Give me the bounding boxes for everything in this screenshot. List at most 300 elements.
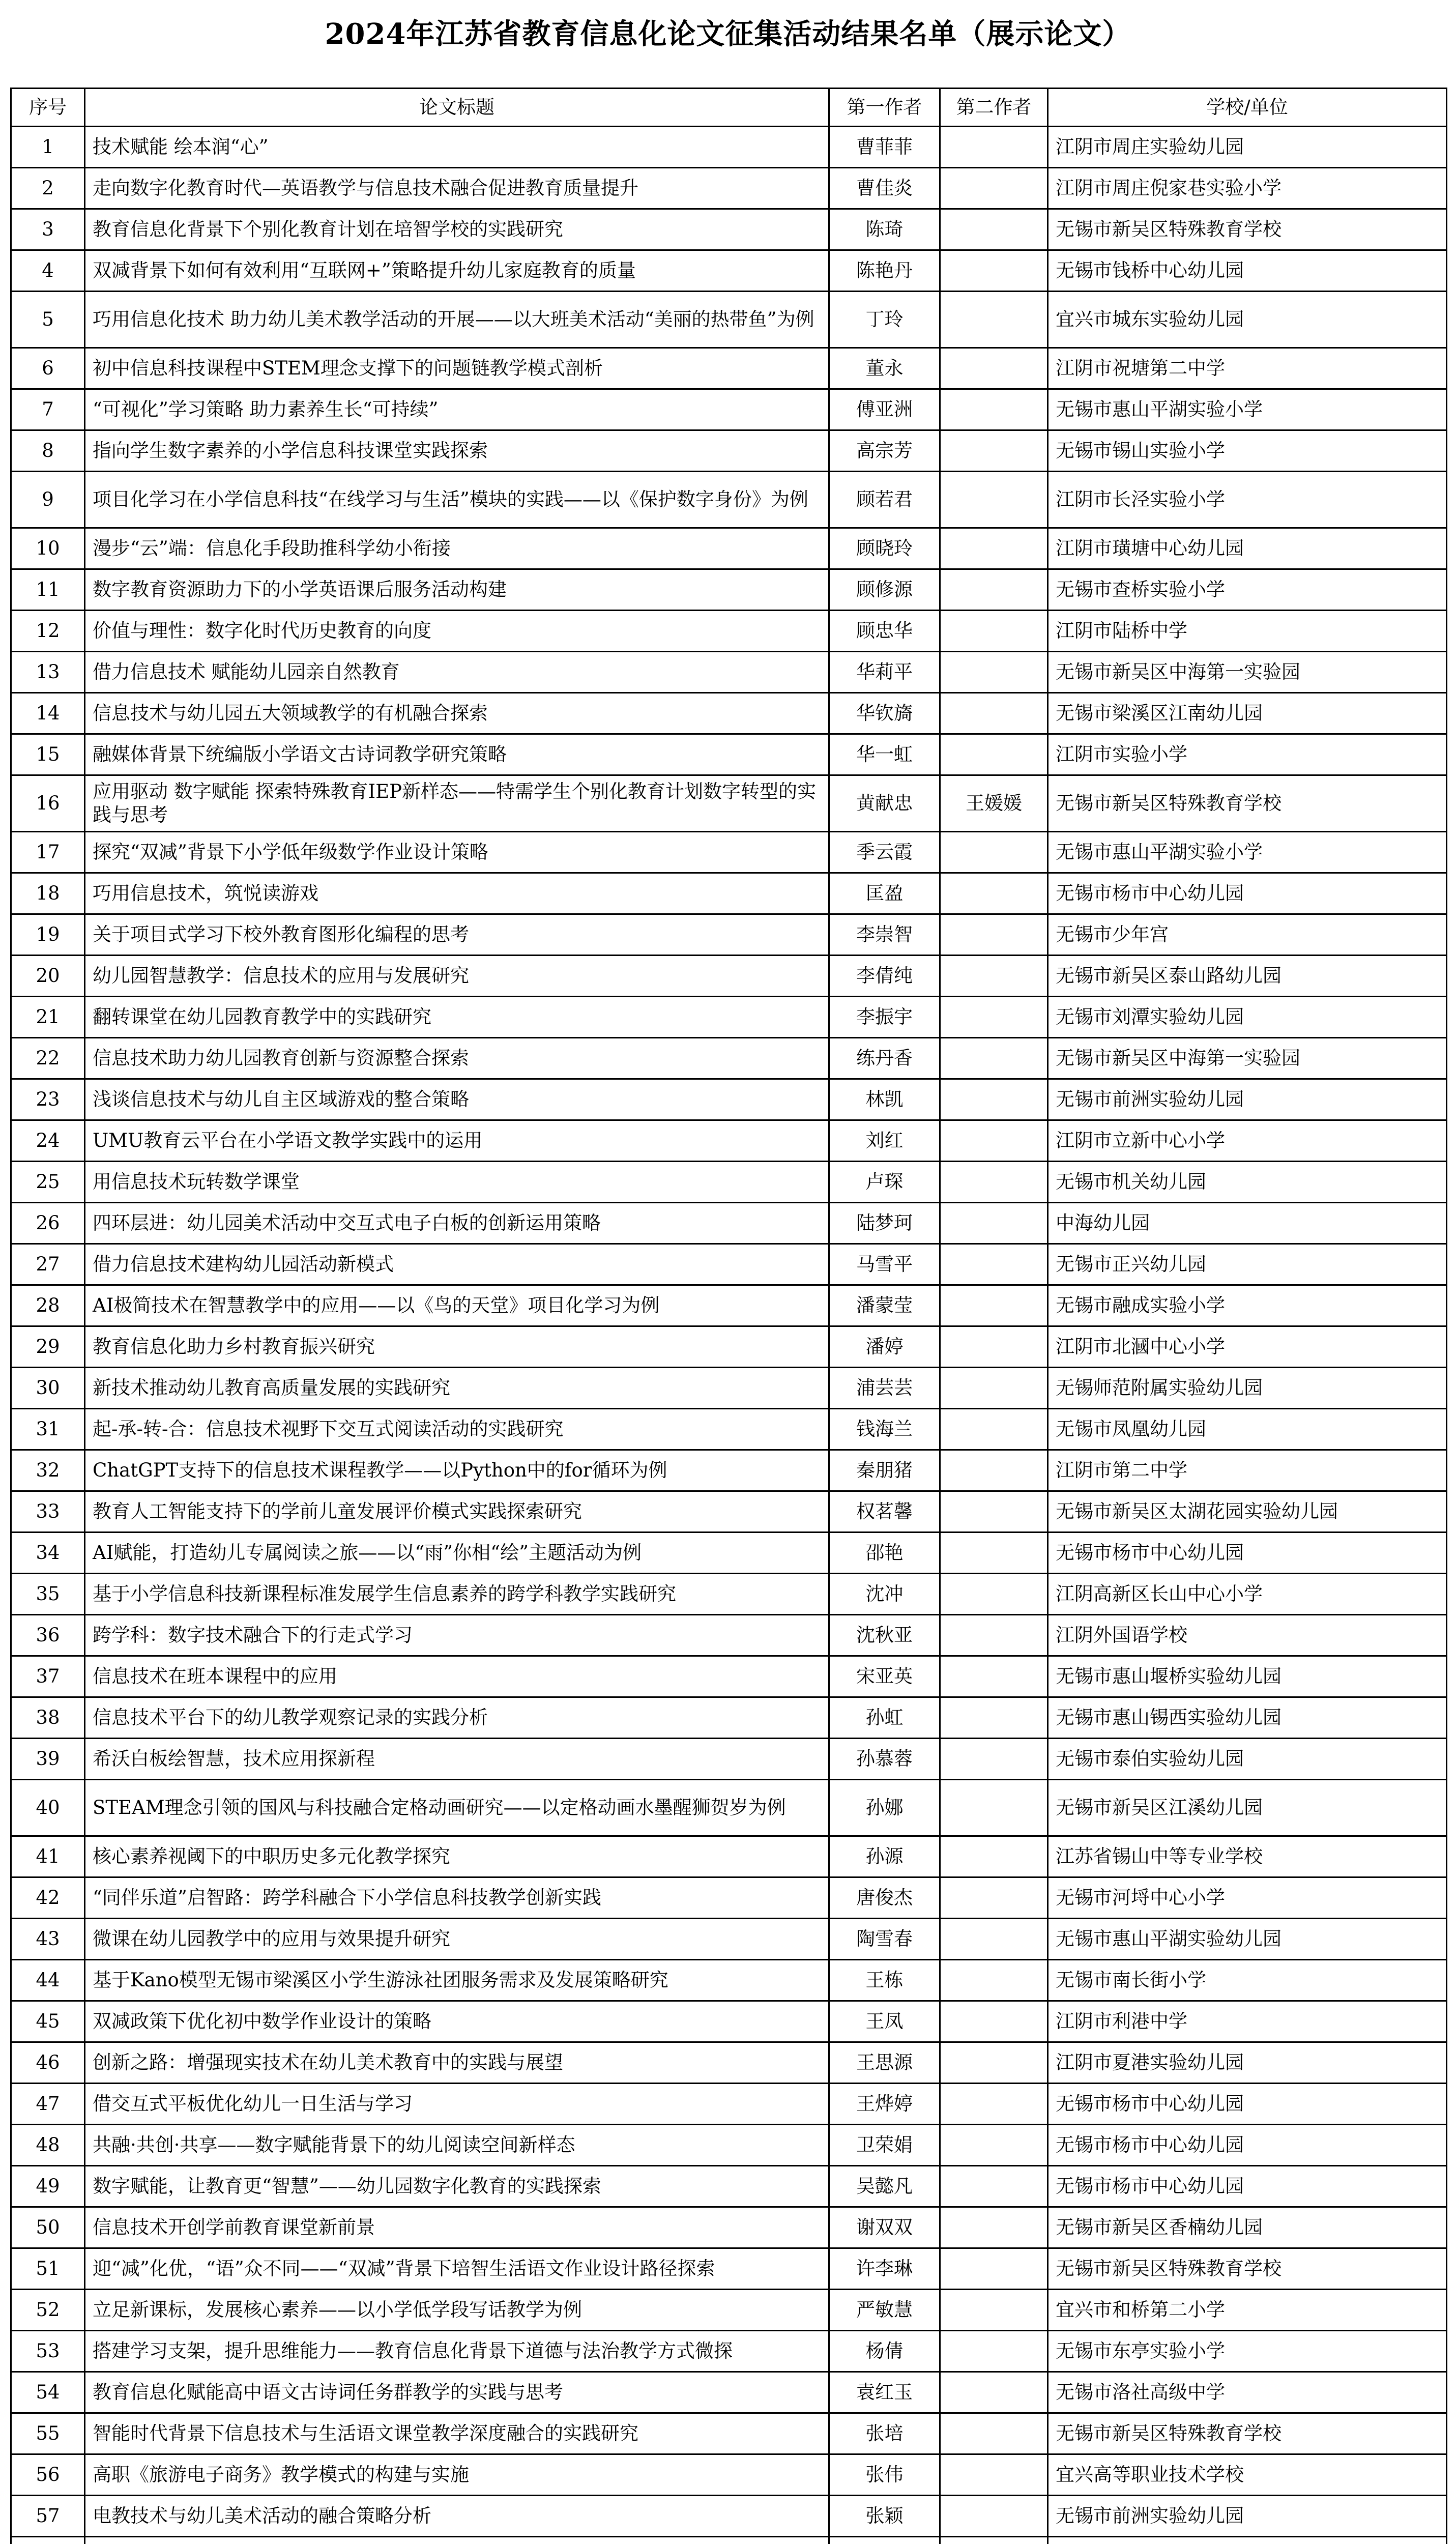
paper-title: 信息技术与幼儿园五大领域教学的有机融合探索 (85, 693, 829, 734)
table-row (11, 775, 1447, 832)
row-number: 45 (11, 2001, 85, 2042)
school-name: 无锡市梁溪区江南幼儿园 (1048, 693, 1447, 734)
paper-title: 希沃白板绘智慧，技术应用探新程 (85, 1739, 829, 1780)
table-row (11, 2331, 1447, 2372)
first-author: 孙虹 (829, 1697, 940, 1739)
table-row (11, 2248, 1447, 2290)
paper-title: 起-承-转-合：信息技术视野下交互式阅读活动的实践研究 (85, 1409, 829, 1450)
first-author: 潘婷 (829, 1326, 940, 1368)
paper-title: 翻转课堂在幼儿园教育教学中的实践研究 (85, 997, 829, 1038)
table-row (11, 1120, 1447, 1162)
first-author: 张伟 (829, 2454, 940, 2496)
first-author: 李振宇 (829, 997, 940, 1038)
first-author: 唐俊杰 (829, 1877, 940, 1919)
row-number: 50 (11, 2207, 85, 2248)
school-name: 无锡市新吴区特殊教育学校 (1048, 209, 1447, 250)
second-author (940, 1285, 1048, 1326)
school-name: 无锡市惠山堰桥实验幼儿园 (1048, 1656, 1447, 1697)
second-author (940, 2372, 1048, 2413)
second-author (940, 1244, 1048, 1285)
paper-title: 立足新课标，发展核心素养——以小学低学段写话教学为例 (85, 2290, 829, 2331)
header-second-author: 第二作者 (940, 89, 1048, 127)
second-author (940, 1574, 1048, 1615)
row-number: 53 (11, 2331, 85, 2372)
school-name: 无锡市杨市中心幼儿园 (1048, 873, 1447, 914)
paper-title: 双减政策下优化初中数学作业设计的策略 (85, 2001, 829, 2042)
school-name: 无锡市东亭实验小学 (1048, 2331, 1447, 2372)
paper-title: 教育人工智能支持下的学前儿童发展评价模式实践探索研究 (85, 1491, 829, 1533)
second-author (940, 528, 1048, 569)
row-number: 14 (11, 693, 85, 734)
first-author: 张颖 (829, 2496, 940, 2537)
paper-title: 初中信息科技课程中STEM理念支撑下的问题链教学模式剖析 (85, 348, 829, 389)
table-row (11, 1450, 1447, 1491)
row-number: 54 (11, 2372, 85, 2413)
second-author (940, 2290, 1048, 2331)
second-author (940, 2454, 1048, 2496)
second-author (940, 652, 1048, 693)
table-row (11, 2372, 1447, 2413)
row-number: 36 (11, 1615, 85, 1656)
row-number: 56 (11, 2454, 85, 2496)
row-number: 1 (11, 127, 85, 168)
row-number: 33 (11, 1491, 85, 1533)
school-name: 无锡市洛社高级中学 (1048, 2372, 1447, 2413)
document-title: 2024年江苏省教育信息化论文征集活动结果名单（展示论文） (325, 17, 1131, 51)
paper-title: 教育信息化助力乡村教育振兴研究 (85, 1326, 829, 1368)
first-author: 浦芸芸 (829, 1368, 940, 1409)
table-row (11, 2537, 1447, 2544)
row-number: 46 (11, 2042, 85, 2084)
second-author (940, 1120, 1048, 1162)
first-author: 李倩纯 (829, 956, 940, 997)
paper-title: 幼儿园智慧教学：信息技术的应用与发展研究 (85, 956, 829, 997)
first-author: 丁玲 (829, 292, 940, 348)
row-number: 44 (11, 1960, 85, 2001)
first-author: 高宗芳 (829, 430, 940, 472)
school-name: 无锡市惠山平湖实验幼儿园 (1048, 1919, 1447, 1960)
second-author (940, 1326, 1048, 1368)
second-author (940, 2496, 1048, 2537)
table-row (11, 127, 1447, 168)
school-name: 无锡市新吴区中海第一实验园 (1048, 1038, 1447, 1079)
paper-title: 信息技术平台下的幼儿教学观察记录的实践分析 (85, 1697, 829, 1739)
row-number: 38 (11, 1697, 85, 1739)
school-name: 无锡市新吴区特殊教育学校 (1048, 775, 1447, 832)
paper-title: 价值与理性：数字化时代历史教育的向度 (85, 611, 829, 652)
header-first-author: 第一作者 (829, 89, 940, 127)
school-name: 无锡市杨市中心幼儿园 (1048, 2166, 1447, 2207)
second-author (940, 1409, 1048, 1450)
paper-title: 借交互式平板优化幼儿一日生活与学习 (85, 2084, 829, 2125)
school-name: 无锡市凤凰幼儿园 (1048, 1409, 1447, 1450)
school-name: 江阴市夏港实验幼儿园 (1048, 2042, 1447, 2084)
school-name: 无锡市正兴幼儿园 (1048, 1244, 1447, 1285)
first-author: 王烨婷 (829, 2084, 940, 2125)
first-author: 王栋 (829, 1960, 940, 2001)
second-author (940, 2166, 1048, 2207)
paper-title: 巧用信息技术，筑悦读游戏 (85, 873, 829, 914)
second-author (940, 348, 1048, 389)
school-name: 无锡市少年宫 (1048, 914, 1447, 956)
table-row (11, 1491, 1447, 1533)
second-author (940, 127, 1048, 168)
row-number: 24 (11, 1120, 85, 1162)
school-name: 无锡师范附属实验幼儿园 (1048, 1368, 1447, 1409)
first-author: 王思源 (829, 2042, 940, 2084)
school-name: 无锡市新吴区特殊教育学校 (1048, 2248, 1447, 2290)
second-author (940, 1960, 1048, 2001)
row-number: 35 (11, 1574, 85, 1615)
school-name: 无锡市新吴区香楠幼儿园 (1048, 2207, 1447, 2248)
school-name: 无锡市惠山平湖实验小学 (1048, 389, 1447, 430)
row-number: 42 (11, 1877, 85, 1919)
table-row (11, 734, 1447, 775)
second-author (940, 1450, 1048, 1491)
paper-title: 四环层进：幼儿园美术活动中交互式电子白板的创新运用策略 (85, 1203, 829, 1244)
row-number: 5 (11, 292, 85, 348)
second-author (940, 1162, 1048, 1203)
first-author: 陶雪春 (829, 1919, 940, 1960)
table-row (11, 2413, 1447, 2454)
first-author: 谢双双 (829, 2207, 940, 2248)
paper-title: 项目化学习在小学信息科技“在线学习与生活”模块的实践——以《保护数字身份》为例 (85, 472, 829, 528)
second-author (940, 2207, 1048, 2248)
table-row (11, 1038, 1447, 1079)
second-author (940, 2331, 1048, 2372)
row-number: 21 (11, 997, 85, 1038)
table-row (11, 2001, 1447, 2042)
paper-title: STEAM理念引领的国风与科技融合定格动画研究——以定格动画水墨醒狮贺岁为例 (85, 1780, 829, 1836)
row-number (11, 2537, 85, 2544)
school-name: 无锡市机关幼儿园 (1048, 1162, 1447, 1203)
table-row (11, 1960, 1447, 2001)
paper-title (85, 2537, 829, 2544)
paper-title: 基于小学信息科技新课程标准发展学生信息素养的跨学科教学实践研究 (85, 1574, 829, 1615)
second-author (940, 250, 1048, 292)
second-author (940, 430, 1048, 472)
table-row (11, 2125, 1447, 2166)
table-row (11, 528, 1447, 569)
row-number: 15 (11, 734, 85, 775)
second-author (940, 997, 1048, 1038)
table-row (11, 2166, 1447, 2207)
school-name: 江阴市实验小学 (1048, 734, 1447, 775)
first-author: 马雪平 (829, 1244, 940, 1285)
school-name: 无锡市新吴区太湖花园实验幼儿园 (1048, 1491, 1447, 1533)
first-author: 张培 (829, 2413, 940, 2454)
first-author: 华钦旖 (829, 693, 940, 734)
header-school: 学校/单位 (1048, 89, 1447, 127)
paper-title: UMU教育云平台在小学语文教学实践中的运用 (85, 1120, 829, 1162)
paper-title: 教育信息化赋能高中语文古诗词任务群教学的实践与思考 (85, 2372, 829, 2413)
table-row (11, 209, 1447, 250)
first-author: 孙慕蓉 (829, 1739, 940, 1780)
table-row (11, 1697, 1447, 1739)
row-number: 48 (11, 2125, 85, 2166)
paper-title: 微课在幼儿园教学中的应用与效果提升研究 (85, 1919, 829, 1960)
row-number: 43 (11, 1919, 85, 1960)
first-author: 曹菲菲 (829, 127, 940, 168)
row-number: 2 (11, 168, 85, 209)
first-author: 华一虹 (829, 734, 940, 775)
header-title: 论文标题 (85, 89, 829, 127)
school-name: 江阴市北漍中心小学 (1048, 1326, 1447, 1368)
second-author (940, 1656, 1048, 1697)
school-name: 宜兴高等职业技术学校 (1048, 2454, 1447, 2496)
second-author (940, 1836, 1048, 1877)
table-row (11, 430, 1447, 472)
table-row (11, 250, 1447, 292)
second-author (940, 611, 1048, 652)
school-name: 江阴市长泾实验小学 (1048, 472, 1447, 528)
school-name: 无锡市锡山实验小学 (1048, 430, 1447, 472)
paper-title: 浅谈信息技术与幼儿自主区域游戏的整合策略 (85, 1079, 829, 1120)
first-author: 钱海兰 (829, 1409, 940, 1450)
table-row (11, 1656, 1447, 1697)
row-number: 10 (11, 528, 85, 569)
first-author: 孙源 (829, 1836, 940, 1877)
table-row (11, 1780, 1447, 1836)
table-row (11, 832, 1447, 873)
table-row (11, 1203, 1447, 1244)
row-number: 8 (11, 430, 85, 472)
table-row (11, 2207, 1447, 2248)
second-author (940, 1697, 1048, 1739)
paper-title: 电教技术与幼儿美术活动的融合策略分析 (85, 2496, 829, 2537)
table-row (11, 2454, 1447, 2496)
second-author (940, 1780, 1048, 1836)
school-name: 江阴市陆桥中学 (1048, 611, 1447, 652)
row-number: 28 (11, 1285, 85, 1326)
row-number: 19 (11, 914, 85, 956)
table-row (11, 2042, 1447, 2084)
first-author: 秦朋猪 (829, 1450, 940, 1491)
paper-title: 新技术推动幼儿教育高质量发展的实践研究 (85, 1368, 829, 1409)
school-name: 江阴市周庄实验幼儿园 (1048, 127, 1447, 168)
second-author (940, 1919, 1048, 1960)
first-author: 卢琛 (829, 1162, 940, 1203)
first-author: 杨倩 (829, 2331, 940, 2372)
school-name: 江阴市利港中学 (1048, 2001, 1447, 2042)
paper-title: “同伴乐道”启智路：跨学科融合下小学信息科技教学创新实践 (85, 1877, 829, 1919)
row-number: 37 (11, 1656, 85, 1697)
second-author (940, 209, 1048, 250)
first-author: 陈琦 (829, 209, 940, 250)
school-name: 江阴市璜塘中心幼儿园 (1048, 528, 1447, 569)
second-author (940, 1491, 1048, 1533)
row-number: 49 (11, 2166, 85, 2207)
row-number: 4 (11, 250, 85, 292)
row-number: 7 (11, 389, 85, 430)
table-header (11, 89, 1447, 127)
first-author: 严敏慧 (829, 2290, 940, 2331)
table-row (11, 348, 1447, 389)
paper-title: 共融·共创·共享——数字赋能背景下的幼儿阅读空间新样态 (85, 2125, 829, 2166)
table-row (11, 1244, 1447, 1285)
school-name (1048, 2537, 1447, 2544)
school-name: 江阴市祝塘第二中学 (1048, 348, 1447, 389)
first-author: 刘红 (829, 1120, 940, 1162)
paper-title: 迎“减”化优，“语”众不同——“双减”背景下培智生活语文作业设计路径探索 (85, 2248, 829, 2290)
school-name: 无锡市河埒中心小学 (1048, 1877, 1447, 1919)
paper-title: AI极简技术在智慧教学中的应用——以《鸟的天堂》项目化学习为例 (85, 1285, 829, 1326)
first-author: 袁红玉 (829, 2372, 940, 2413)
table-row (11, 1836, 1447, 1877)
row-number: 47 (11, 2084, 85, 2125)
first-author: 邵艳 (829, 1533, 940, 1574)
row-number: 25 (11, 1162, 85, 1203)
second-author (940, 472, 1048, 528)
second-author (940, 693, 1048, 734)
table-row (11, 1615, 1447, 1656)
row-number: 20 (11, 956, 85, 997)
school-name: 无锡市泰伯实验幼儿园 (1048, 1739, 1447, 1780)
school-name: 无锡市融成实验小学 (1048, 1285, 1447, 1326)
row-number: 12 (11, 611, 85, 652)
second-author (940, 1079, 1048, 1120)
first-author: 林凯 (829, 1079, 940, 1120)
school-name: 无锡市新吴区特殊教育学校 (1048, 2413, 1447, 2454)
school-name: 无锡市南长街小学 (1048, 1960, 1447, 2001)
table-row (11, 389, 1447, 430)
paper-title: 高职《旅游电子商务》教学模式的构建与实施 (85, 2454, 829, 2496)
table-body (11, 127, 1447, 2544)
second-author (940, 2001, 1048, 2042)
school-name: 宜兴市城东实验幼儿园 (1048, 292, 1447, 348)
school-name: 江阴外国语学校 (1048, 1615, 1447, 1656)
row-number: 39 (11, 1739, 85, 1780)
row-number: 22 (11, 1038, 85, 1079)
second-author (940, 1615, 1048, 1656)
row-number: 6 (11, 348, 85, 389)
school-name: 无锡市杨市中心幼儿园 (1048, 2125, 1447, 2166)
paper-title: 指向学生数字素养的小学信息科技课堂实践探索 (85, 430, 829, 472)
first-author: 顾若君 (829, 472, 940, 528)
table-row (11, 611, 1447, 652)
first-author: 华莉平 (829, 652, 940, 693)
first-author: 宋亚英 (829, 1656, 940, 1697)
school-name: 无锡市新吴区江溪幼儿园 (1048, 1780, 1447, 1836)
second-author (940, 292, 1048, 348)
row-number: 31 (11, 1409, 85, 1450)
table-row (11, 1574, 1447, 1615)
school-name: 无锡市钱桥中心幼儿园 (1048, 250, 1447, 292)
row-number: 57 (11, 2496, 85, 2537)
school-name: 宜兴市和桥第二小学 (1048, 2290, 1447, 2331)
first-author: 匡盈 (829, 873, 940, 914)
school-name: 江阴高新区长山中心小学 (1048, 1574, 1447, 1615)
table-row (11, 2496, 1447, 2537)
paper-title: ChatGPT支持下的信息技术课程教学——以Python中的for循环为例 (85, 1450, 829, 1491)
first-author: 傅亚洲 (829, 389, 940, 430)
second-author (940, 1203, 1048, 1244)
paper-title: 核心素养视阈下的中职历史多元化教学探究 (85, 1836, 829, 1877)
paper-title: 技术赋能 绘本润“心” (85, 127, 829, 168)
first-author: 沈秋亚 (829, 1615, 940, 1656)
table-row (11, 1533, 1447, 1574)
school-name: 无锡市前洲实验幼儿园 (1048, 1079, 1447, 1120)
second-author (940, 2084, 1048, 2125)
second-author (940, 2248, 1048, 2290)
table-row (11, 1368, 1447, 1409)
paper-title: 搭建学习支架，提升思维能力——教育信息化背景下道德与法治教学方式微探 (85, 2331, 829, 2372)
second-author (940, 873, 1048, 914)
paper-title: 跨学科：数字技术融合下的行走式学习 (85, 1615, 829, 1656)
first-author: 沈冲 (829, 1574, 940, 1615)
row-number: 11 (11, 569, 85, 611)
school-name: 江阴市第二中学 (1048, 1450, 1447, 1491)
school-name: 江阴市周庄倪家巷实验小学 (1048, 168, 1447, 209)
table-row (11, 873, 1447, 914)
row-number: 51 (11, 2248, 85, 2290)
table-row (11, 2290, 1447, 2331)
paper-title: 巧用信息化技术 助力幼儿美术教学活动的开展——以大班美术活动“美丽的热带鱼”为例 (85, 292, 829, 348)
first-author: 权茗馨 (829, 1491, 940, 1533)
row-number: 30 (11, 1368, 85, 1409)
row-number: 9 (11, 472, 85, 528)
school-name: 无锡市新吴区泰山路幼儿园 (1048, 956, 1447, 997)
row-number: 26 (11, 1203, 85, 1244)
first-author (829, 2537, 940, 2544)
first-author: 董永 (829, 348, 940, 389)
first-author: 曹佳炎 (829, 168, 940, 209)
results-table (10, 88, 1447, 2544)
table-row (11, 652, 1447, 693)
second-author (940, 569, 1048, 611)
second-author (940, 2537, 1048, 2544)
table-row (11, 168, 1447, 209)
table-row (11, 2084, 1447, 2125)
table-row (11, 914, 1447, 956)
table-row (11, 1326, 1447, 1368)
paper-title: 探究“双减”背景下小学低年级数学作业设计策略 (85, 832, 829, 873)
paper-title: 教育信息化背景下个别化教育计划在培智学校的实践研究 (85, 209, 829, 250)
paper-title: AI赋能，打造幼儿专属阅读之旅——以“雨”你相“绘”主题活动为例 (85, 1533, 829, 1574)
second-author (940, 1368, 1048, 1409)
table-row (11, 1409, 1447, 1450)
second-author (940, 168, 1048, 209)
paper-title: 数字赋能，让教育更“智慧”——幼儿园数字化教育的实践探索 (85, 2166, 829, 2207)
table-row (11, 1079, 1447, 1120)
paper-title: 数字教育资源助力下的小学英语课后服务活动构建 (85, 569, 829, 611)
row-number: 40 (11, 1780, 85, 1836)
paper-title: 借力信息技术 赋能幼儿园亲自然教育 (85, 652, 829, 693)
first-author: 潘蒙莹 (829, 1285, 940, 1326)
second-author (940, 1739, 1048, 1780)
school-name: 江苏省锡山中等专业学校 (1048, 1836, 1447, 1877)
paper-title: 融媒体背景下统编版小学语文古诗词教学研究策略 (85, 734, 829, 775)
paper-title: 信息技术开创学前教育课堂新前景 (85, 2207, 829, 2248)
paper-title: 创新之路：增强现实技术在幼儿美术教育中的实践与展望 (85, 2042, 829, 2084)
first-author: 孙娜 (829, 1780, 940, 1836)
row-number: 34 (11, 1533, 85, 1574)
second-author (940, 2413, 1048, 2454)
second-author (940, 1038, 1048, 1079)
table-row (11, 1285, 1447, 1326)
second-author (940, 832, 1048, 873)
school-name: 无锡市前洲实验幼儿园 (1048, 2496, 1447, 2537)
table-row (11, 569, 1447, 611)
paper-title: 应用驱动 数字赋能 探索特殊教育IEP新样态——特需学生个别化教育计划数字转型的实践与思考 (85, 775, 829, 832)
first-author: 顾晓玲 (829, 528, 940, 569)
school-name: 中海幼儿园 (1048, 1203, 1447, 1244)
first-author: 陆梦珂 (829, 1203, 940, 1244)
first-author: 黄献忠 (829, 775, 940, 832)
second-author (940, 389, 1048, 430)
row-number: 55 (11, 2413, 85, 2454)
row-number: 27 (11, 1244, 85, 1285)
